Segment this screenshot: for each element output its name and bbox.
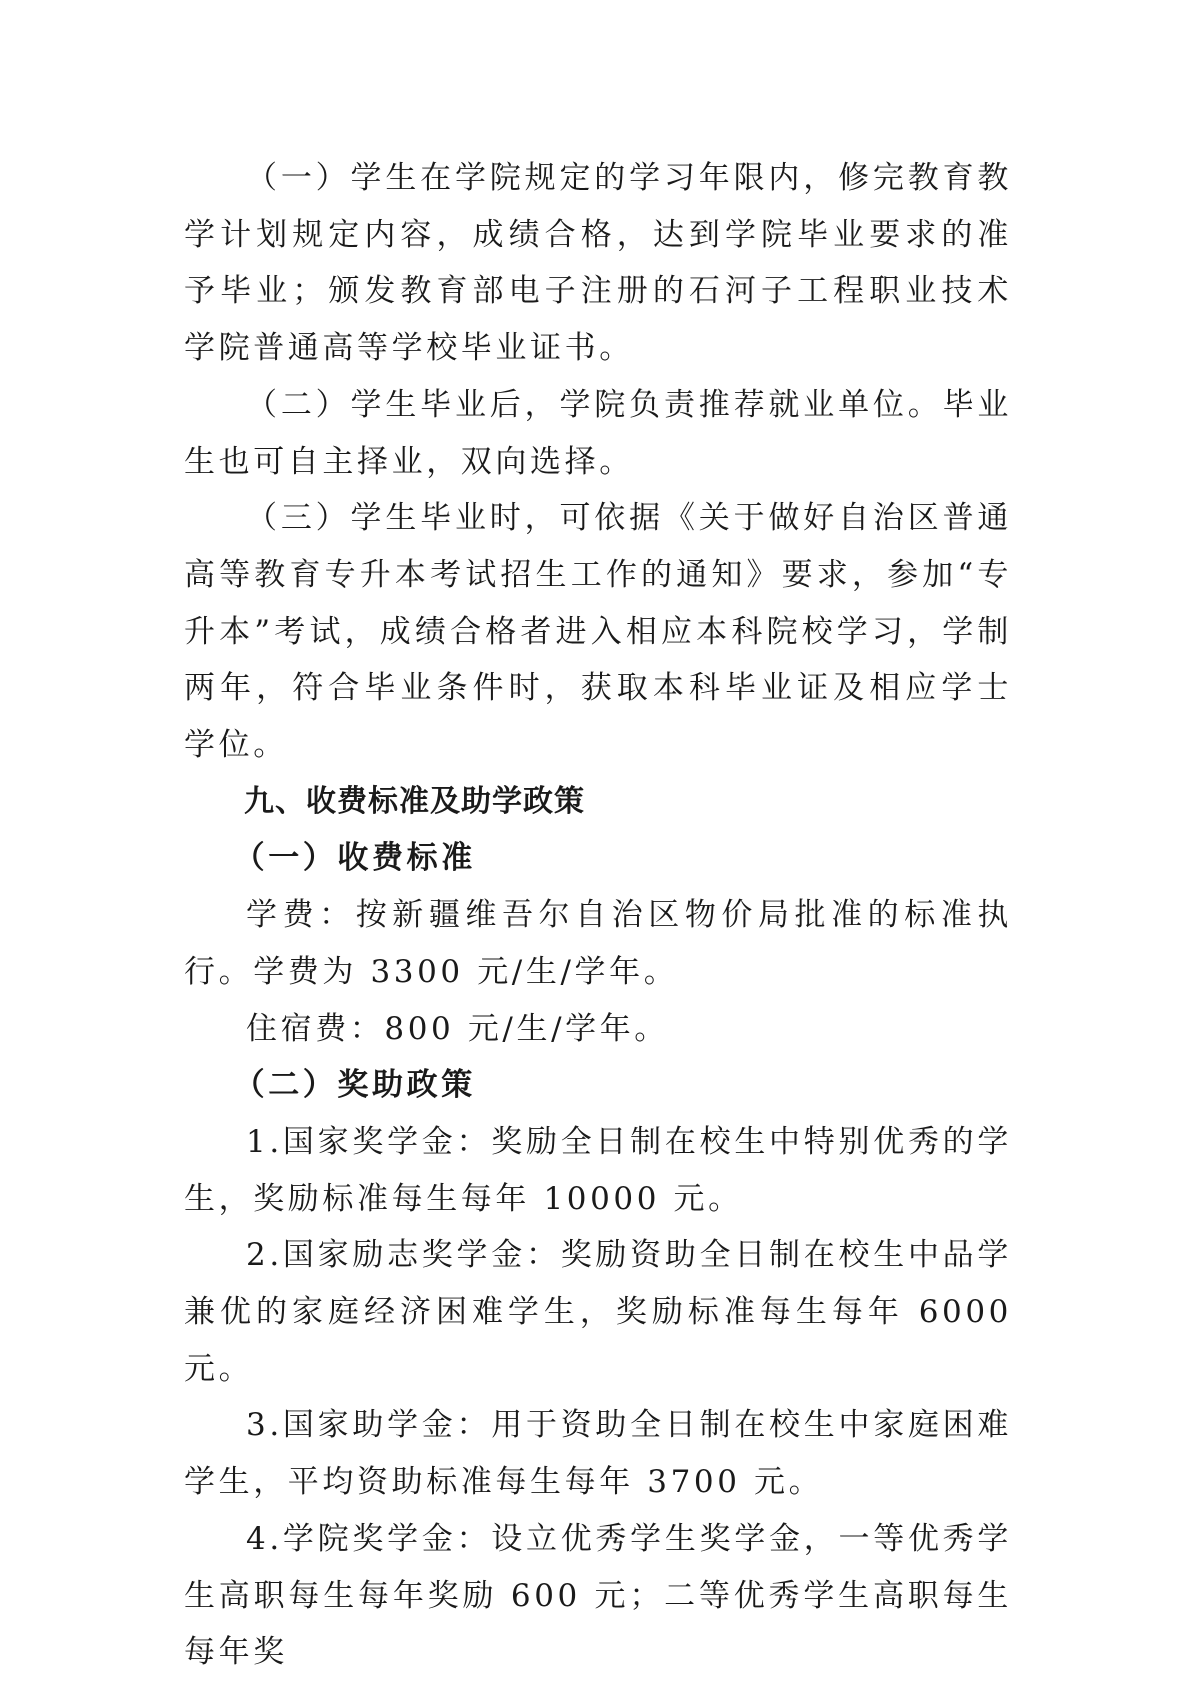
national-scholarship-paragraph: 1.国家奖学金：奖励全日制在校生中特别优秀的学生，奖励标准每生每年 10000 元。 [184,1123,1012,1217]
lodging-paragraph: 住宿费：800 元/生/学年。 [246,1010,669,1047]
fee-standard-subheading: （一）收费标准 [233,840,476,877]
national-encouragement-scholarship-paragraph: 2.国家励志奖学金：奖励资助全日制在校生中品学兼优的家庭经济困难学生，奖励标准每生每年 6000 元。 [184,1237,1012,1387]
tuition-paragraph: 学费：按新疆维吾尔自治区物价局批准的标准执行。学费为 3300 元/生/学年。 [184,897,1012,990]
fees-section-heading: 九、收费标准及助学政策 [244,783,585,819]
aid-policy-subheading: （二）奖助政策 [233,1067,476,1104]
upgrade-exam-paragraph: （三）学生毕业时，可依据《关于做好自治区普通高等教育专升本考试招生工作的通知》要求，参加“专升本”考试，成绩合格者进入相应本科院校学习，学制两年，符合毕业条件时，获取本科毕业证及相应学士学位。 [184,500,1012,764]
graduation-paragraph: （一）学生在学院规定的学习年限内，修完教育教学计划规定内容，成绩合格，达到学院毕业要求的准予毕业；颁发教育部电子注册的石河子工程职业技术学院普通高等学校毕业证书。 [184,160,1012,367]
document-page [184,150,1012,1681]
employment-paragraph: （二）学生毕业后，学院负责推荐就业单位。毕业生也可自主择业，双向选择。 [184,386,1012,480]
college-scholarship-paragraph: 4.学院奖学金：设立优秀学生奖学金，一等优秀学生高职每生每年奖励 600 元；二等优秀学生高职每生每年奖 [184,1520,1012,1671]
national-grant-paragraph: 3.国家助学金：用于资助全日制在校生中家庭困难学生，平均资助标准每生每年 3700 元。 [184,1407,1012,1501]
